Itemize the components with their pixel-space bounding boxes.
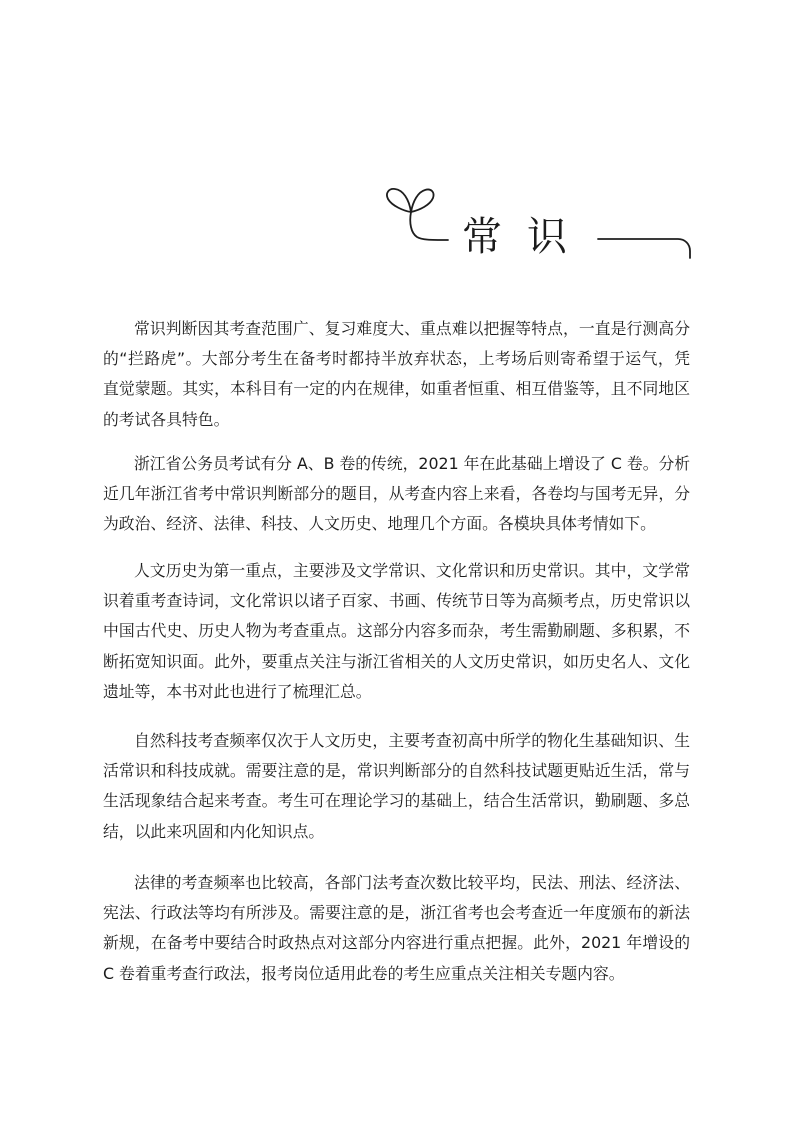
paragraph-line: 结，以此来巩固和内化知识点。 (103, 821, 325, 841)
paragraph-line: 常识判断因其考查范围广、复习难度大、重点难以把握等特点，一直是行测高分 (134, 319, 690, 338)
paragraph-line: 的考试各具特色。 (103, 409, 230, 429)
paragraph-line: 断拓宽知识面。此外，要重点关注与浙江省相关的人文历史常识，如历史名人、文化 (103, 651, 690, 671)
intro-paragraph (103, 314, 690, 435)
humanities-history-paragraph (103, 556, 690, 707)
paragraph-line: 法律的考查频率也比较高，各部门法考查次数比较平均，民法、刑法、经济法、 (134, 873, 690, 892)
paragraph-line: 活常识和科技成就。需要注意的是，常识判断部分的自然科技试题更贴近生活，常与 (103, 761, 690, 781)
sprout-stem (410, 212, 448, 240)
paragraph-line: 识着重考查诗词，文化常识以诸子百家、书画、传统节日等为高频考点，历史常识以 (103, 591, 690, 611)
paragraph-line: 直觉蒙题。其实，本科目有一定的内在规律，如重者恒重、相互借鉴等，且不同地区 (103, 379, 690, 399)
paragraph-line: 遗址等，本书对此也进行了梳理汇总。 (103, 681, 372, 701)
paragraph-line: 宪法、行政法等均有所涉及。需要注意的是，浙江省考也会考查近一年度颁布的新法 (103, 903, 690, 923)
exam-structure-paragraph (103, 449, 690, 540)
paragraph-line: 浙江省公务员考试有分 A、B 卷的传统，2021 年在此基础上增设了 C 卷。分析 (134, 454, 691, 473)
paragraph-line: 新规，在备考中要结合时政热点对这部分内容进行重点把握。此外，2021 年增设的 (103, 933, 690, 953)
section-title: 常识 (462, 214, 592, 260)
paragraph-line: C 卷着重考查行政法，报考岗位适用此卷的考生应重点关注相关专题内容。 (103, 963, 625, 983)
paragraph-line: 的“拦路虎”。大部分考生在备考时都持半放弃状态，上考场后则寄希望于运气，凭 (103, 349, 690, 369)
science-technology-paragraph (103, 726, 690, 847)
sprout-icon (387, 189, 448, 240)
paragraph-line: 生活现象结合起来考查。考生可在理论学习的基础上，结合生活常识，勤刷题、多总 (103, 791, 690, 811)
paragraph-line: 为政治、经济、法律、科技、人文历史、地理几个方面。各模块具体考情如下。 (103, 514, 656, 534)
paragraph-line: 中国古代史、历史人物为考查重点。这部分内容多而杂，考生需勤刷题、多积累，不 (103, 621, 690, 641)
title-rule-line (598, 239, 690, 258)
paragraph-line: 人文历史为第一重点，主要涉及文学常识、文化常识和历史常识。其中，文学常 (134, 561, 690, 580)
law-paragraph (103, 868, 690, 989)
paragraph-line: 自然科技考查频率仅次于人文历史，主要考查初高中所学的物化生基础知识、生 (134, 731, 690, 750)
paragraph-line: 近几年浙江省考中常识判断部分的题目，从考查内容上来看，各卷均与国考无异，分 (103, 484, 690, 504)
right-leaf (411, 189, 434, 212)
left-leaf (387, 189, 411, 212)
